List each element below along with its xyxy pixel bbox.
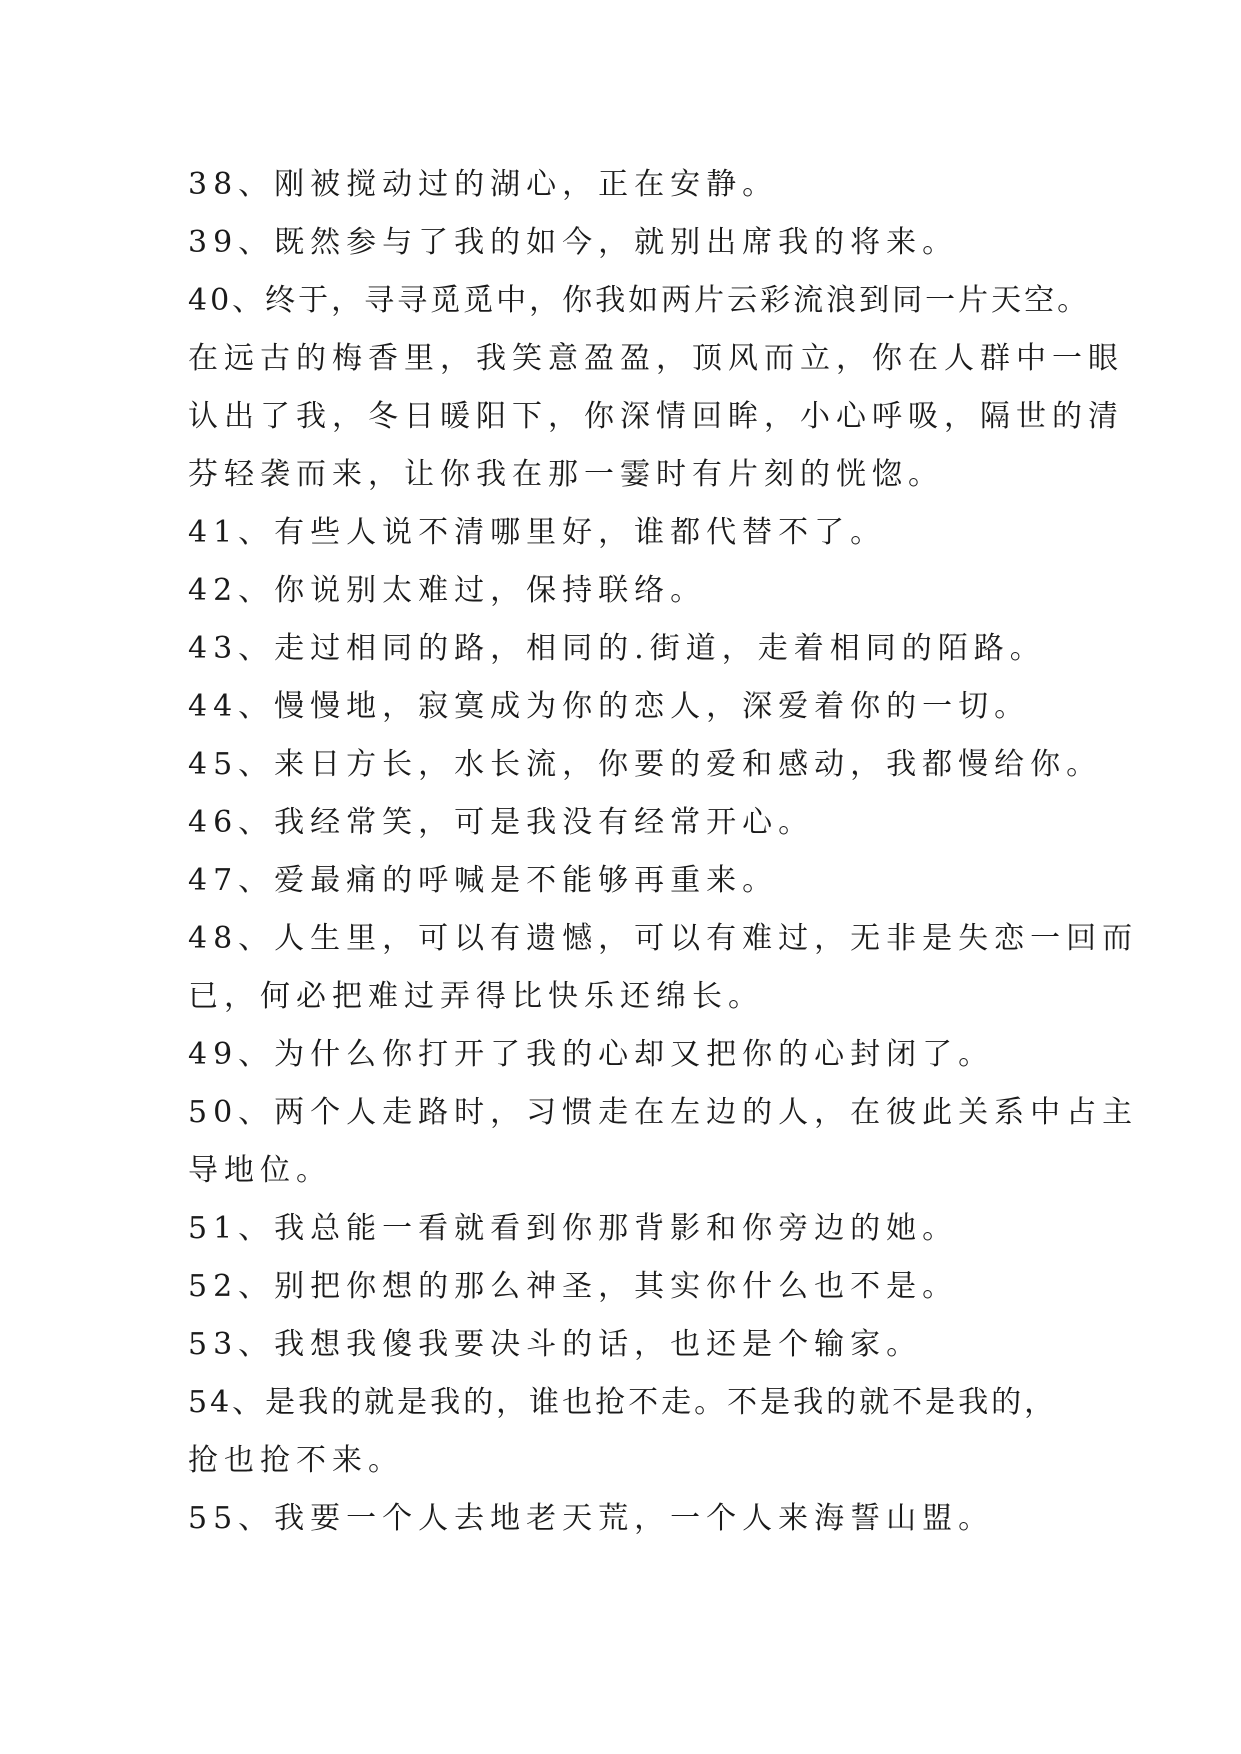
text-line: 抢也抢不来。: [188, 1443, 404, 1478]
text-line: 54、是我的就是我的，谁也抢不走。不是我的就不是我的，: [188, 1385, 1058, 1420]
text-line: 49、为什么你打开了我的心却又把你的心封闭了。: [188, 1037, 995, 1072]
text-line: 导地位。: [188, 1153, 332, 1188]
text-line: 51、我总能一看就看到你那背影和你旁边的她。: [188, 1211, 959, 1246]
text-line: 芬轻袭而来，让你我在那一霎时有片刻的恍惚。: [188, 457, 944, 492]
text-line: 39、既然参与了我的如今，就别出席我的将来。: [188, 225, 959, 260]
text-line: 在远古的梅香里，我笑意盈盈，顶风而立，你在人群中一眼: [188, 341, 1124, 376]
text-line: 40、终于，寻寻觅觅中，你我如两片云彩流浪到同一片天空。: [188, 283, 1091, 318]
text-line: 48、人生里，可以有遗憾，可以有难过，无非是失恋一回而: [188, 921, 1139, 956]
document-body: [188, 156, 1139, 1548]
text-line: 38、刚被搅动过的湖心，正在安静。: [188, 167, 779, 202]
text-line: 53、我想我傻我要决斗的话，也还是个输家。: [188, 1327, 923, 1362]
text-line: 44、慢慢地，寂寞成为你的恋人，深爱着你的一切。: [188, 689, 1031, 724]
text-line: 46、我经常笑，可是我没有经常开心。: [188, 805, 815, 840]
text-line: 41、有些人说不清哪里好，谁都代替不了。: [188, 515, 887, 550]
text-line: 52、别把你想的那么神圣，其实你什么也不是。: [188, 1269, 959, 1304]
text-line: 认出了我，冬日暖阳下，你深情回眸，小心呼吸，隔世的清: [188, 399, 1124, 434]
text-line: 42、你说别太难过，保持联络。: [188, 573, 707, 608]
text-line: 已，何必把难过弄得比快乐还绵长。: [188, 979, 764, 1014]
text-line: 50、两个人走路时，习惯走在左边的人，在彼此关系中占主: [188, 1095, 1139, 1130]
text-line: 55、我要一个人去地老天荒，一个人来海誓山盟。: [188, 1501, 995, 1536]
text-line: 45、来日方长，水长流，你要的爱和感动，我都慢给你。: [188, 747, 1103, 782]
text-line: 43、走过相同的路，相同的.街道，走着相同的陌路。: [188, 631, 1046, 666]
text-line: 47、爱最痛的呼喊是不能够再重来。: [188, 863, 779, 898]
